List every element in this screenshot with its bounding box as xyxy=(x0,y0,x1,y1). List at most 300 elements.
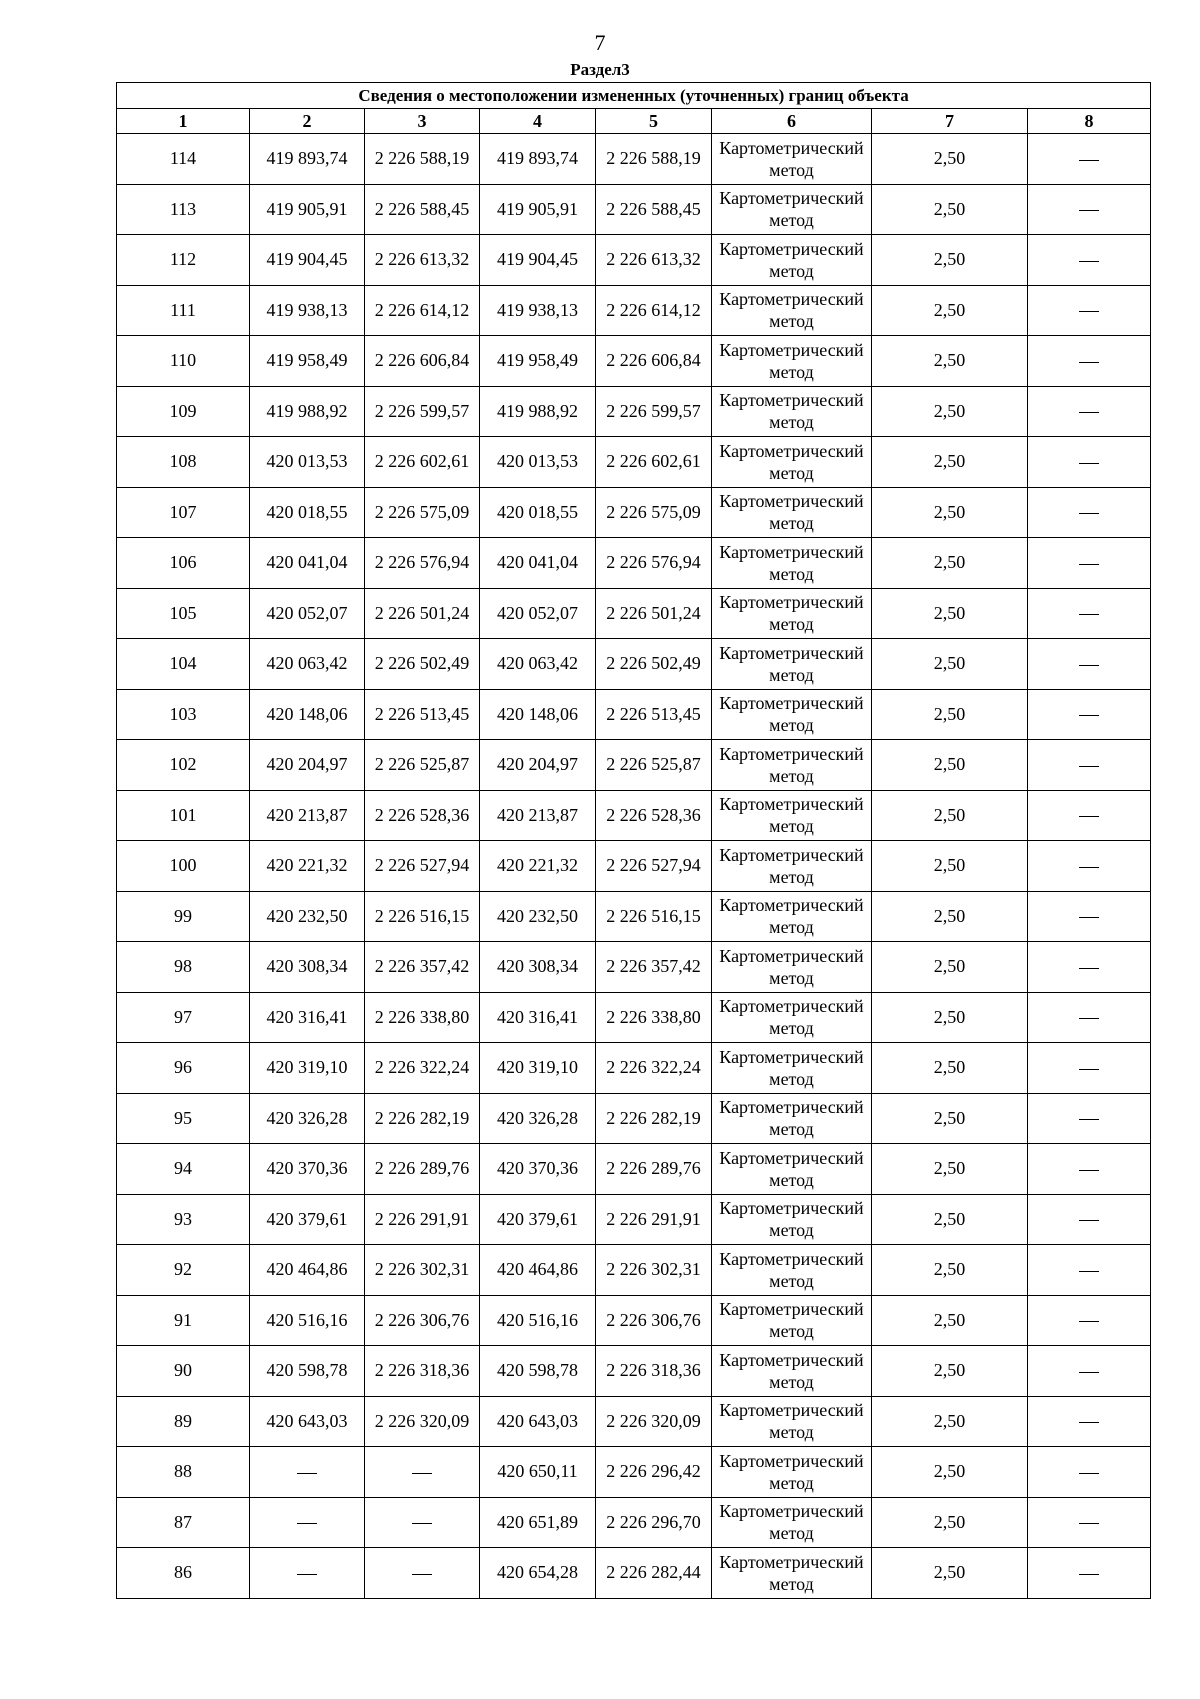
cell-col-5: 2 226 296,42 xyxy=(596,1447,712,1498)
cell-col-1: 114 xyxy=(117,134,250,185)
cell-col-4: 420 052,07 xyxy=(480,588,596,639)
cell-col-8 xyxy=(1028,386,1151,437)
cell-col-3: 2 226 575,09 xyxy=(365,487,480,538)
cell-col-2: 420 221,32 xyxy=(250,841,365,892)
cell-col-6: Картометрический метод xyxy=(712,992,872,1043)
cell-col-1: 112 xyxy=(117,235,250,286)
cell-col-4: 420 650,11 xyxy=(480,1447,596,1498)
cell-col-6: Картометрический метод xyxy=(712,184,872,235)
empty-dash xyxy=(1079,463,1099,464)
column-number-6: 6 xyxy=(712,109,872,134)
cell-col-7: 2,50 xyxy=(872,1346,1028,1397)
cell-col-1: 94 xyxy=(117,1144,250,1195)
cell-col-2: 420 013,53 xyxy=(250,437,365,488)
cell-col-2: 420 232,50 xyxy=(250,891,365,942)
cell-col-1: 86 xyxy=(117,1548,250,1599)
empty-dash xyxy=(1079,210,1099,211)
cell-col-4: 420 204,97 xyxy=(480,740,596,791)
cell-col-6: Картометрический метод xyxy=(712,437,872,488)
cell-col-8 xyxy=(1028,1194,1151,1245)
cell-col-1: 98 xyxy=(117,942,250,993)
cell-col-1: 93 xyxy=(117,1194,250,1245)
table-row xyxy=(117,386,1151,437)
cell-col-1: 88 xyxy=(117,1447,250,1498)
cell-col-2: 419 988,92 xyxy=(250,386,365,437)
cell-col-4: 419 904,45 xyxy=(480,235,596,286)
cell-col-8 xyxy=(1028,639,1151,690)
cell-col-1: 102 xyxy=(117,740,250,791)
cell-col-1: 106 xyxy=(117,538,250,589)
empty-dash xyxy=(1079,362,1099,363)
empty-dash xyxy=(1079,1170,1099,1171)
cell-col-3: 2 226 322,24 xyxy=(365,1043,480,1094)
cell-col-5: 2 226 576,94 xyxy=(596,538,712,589)
column-number-row xyxy=(117,109,1151,134)
cell-col-3: 2 226 338,80 xyxy=(365,992,480,1043)
cell-col-8 xyxy=(1028,1497,1151,1548)
cell-col-2: 420 516,16 xyxy=(250,1295,365,1346)
cell-col-8 xyxy=(1028,285,1151,336)
cell-col-6: Картометрический метод xyxy=(712,1497,872,1548)
coordinates-table xyxy=(116,82,1151,1599)
table-row xyxy=(117,184,1151,235)
cell-col-6: Картометрический метод xyxy=(712,1447,872,1498)
table-row xyxy=(117,588,1151,639)
empty-dash xyxy=(297,1473,317,1474)
cell-col-2: 420 379,61 xyxy=(250,1194,365,1245)
cell-col-6: Картометрический метод xyxy=(712,1396,872,1447)
cell-col-2: 420 643,03 xyxy=(250,1396,365,1447)
cell-col-6: Картометрический метод xyxy=(712,1346,872,1397)
table-row xyxy=(117,285,1151,336)
table-row xyxy=(117,1194,1151,1245)
cell-col-6: Картометрический метод xyxy=(712,336,872,387)
cell-col-8 xyxy=(1028,1043,1151,1094)
table-row xyxy=(117,1396,1151,1447)
cell-col-3: 2 226 528,36 xyxy=(365,790,480,841)
cell-col-4: 420 319,10 xyxy=(480,1043,596,1094)
cell-col-8 xyxy=(1028,841,1151,892)
cell-col-6: Картометрический метод xyxy=(712,386,872,437)
cell-col-3: 2 226 302,31 xyxy=(365,1245,480,1296)
section-title: Раздел3 xyxy=(570,60,630,79)
cell-col-2: 420 326,28 xyxy=(250,1093,365,1144)
cell-col-5: 2 226 318,36 xyxy=(596,1346,712,1397)
cell-col-1: 100 xyxy=(117,841,250,892)
cell-col-1: 91 xyxy=(117,1295,250,1346)
cell-col-5: 2 226 513,45 xyxy=(596,689,712,740)
cell-col-2: 420 598,78 xyxy=(250,1346,365,1397)
cell-col-6: Картометрический метод xyxy=(712,235,872,286)
empty-dash xyxy=(1079,1574,1099,1575)
table-row xyxy=(117,942,1151,993)
empty-dash xyxy=(1079,1018,1099,1019)
cell-col-3: 2 226 357,42 xyxy=(365,942,480,993)
cell-col-5: 2 226 516,15 xyxy=(596,891,712,942)
cell-col-8 xyxy=(1028,487,1151,538)
cell-col-6: Картометрический метод xyxy=(712,689,872,740)
cell-col-6: Картометрический метод xyxy=(712,639,872,690)
cell-col-3: 2 226 289,76 xyxy=(365,1144,480,1195)
cell-col-8 xyxy=(1028,689,1151,740)
cell-col-3: 2 226 588,45 xyxy=(365,184,480,235)
table-body xyxy=(117,134,1151,1599)
table-row xyxy=(117,134,1151,185)
cell-col-6: Картометрический метод xyxy=(712,790,872,841)
cell-col-2: 419 893,74 xyxy=(250,134,365,185)
empty-dash xyxy=(1079,816,1099,817)
cell-col-3: 2 226 525,87 xyxy=(365,740,480,791)
cell-col-3: 2 226 320,09 xyxy=(365,1396,480,1447)
cell-col-7: 2,50 xyxy=(872,285,1028,336)
table-row xyxy=(117,437,1151,488)
empty-dash xyxy=(1079,1372,1099,1373)
cell-col-8 xyxy=(1028,1144,1151,1195)
cell-col-2: 420 213,87 xyxy=(250,790,365,841)
table-row xyxy=(117,538,1151,589)
cell-col-6: Картометрический метод xyxy=(712,1144,872,1195)
table-row xyxy=(117,689,1151,740)
cell-col-4: 420 598,78 xyxy=(480,1346,596,1397)
cell-col-6: Картометрический метод xyxy=(712,538,872,589)
cell-col-5: 2 226 502,49 xyxy=(596,639,712,690)
cell-col-7: 2,50 xyxy=(872,437,1028,488)
cell-col-3: 2 226 291,91 xyxy=(365,1194,480,1245)
column-number-7: 7 xyxy=(872,109,1028,134)
cell-col-8 xyxy=(1028,740,1151,791)
cell-col-4: 419 958,49 xyxy=(480,336,596,387)
cell-col-2: 419 904,45 xyxy=(250,235,365,286)
cell-col-5: 2 226 602,61 xyxy=(596,437,712,488)
empty-dash xyxy=(297,1574,317,1575)
cell-col-8 xyxy=(1028,538,1151,589)
cell-col-2 xyxy=(250,1447,365,1498)
cell-col-5: 2 226 614,12 xyxy=(596,285,712,336)
cell-col-7: 2,50 xyxy=(872,1194,1028,1245)
cell-col-8 xyxy=(1028,891,1151,942)
cell-col-6: Картометрический метод xyxy=(712,1548,872,1599)
empty-dash xyxy=(1079,261,1099,262)
table-row xyxy=(117,740,1151,791)
empty-dash xyxy=(1079,1271,1099,1272)
cell-col-1: 111 xyxy=(117,285,250,336)
cell-col-5: 2 226 575,09 xyxy=(596,487,712,538)
table-row xyxy=(117,336,1151,387)
table-row xyxy=(117,790,1151,841)
cell-col-1: 87 xyxy=(117,1497,250,1548)
cell-col-4: 420 643,03 xyxy=(480,1396,596,1447)
column-number-1: 1 xyxy=(117,109,250,134)
cell-col-3 xyxy=(365,1447,480,1498)
cell-col-8 xyxy=(1028,1346,1151,1397)
table-row xyxy=(117,1447,1151,1498)
column-number-8: 8 xyxy=(1028,109,1151,134)
cell-col-7: 2,50 xyxy=(872,992,1028,1043)
cell-col-6: Картометрический метод xyxy=(712,487,872,538)
table-row xyxy=(117,1245,1151,1296)
cell-col-3: 2 226 318,36 xyxy=(365,1346,480,1397)
cell-col-6: Картометрический метод xyxy=(712,588,872,639)
cell-col-1: 97 xyxy=(117,992,250,1043)
cell-col-5: 2 226 282,44 xyxy=(596,1548,712,1599)
cell-col-3: 2 226 306,76 xyxy=(365,1295,480,1346)
column-number-2: 2 xyxy=(250,109,365,134)
cell-col-6: Картометрический метод xyxy=(712,740,872,791)
empty-dash xyxy=(1079,160,1099,161)
cell-col-4: 420 464,86 xyxy=(480,1245,596,1296)
cell-col-3 xyxy=(365,1548,480,1599)
cell-col-2: 420 316,41 xyxy=(250,992,365,1043)
cell-col-7: 2,50 xyxy=(872,1144,1028,1195)
cell-col-3: 2 226 501,24 xyxy=(365,588,480,639)
empty-dash xyxy=(1079,1422,1099,1423)
cell-col-4: 420 213,87 xyxy=(480,790,596,841)
cell-col-8 xyxy=(1028,134,1151,185)
cell-col-6: Картометрический метод xyxy=(712,942,872,993)
cell-col-3: 2 226 527,94 xyxy=(365,841,480,892)
table-row xyxy=(117,1548,1151,1599)
empty-dash xyxy=(1079,867,1099,868)
cell-col-4: 419 938,13 xyxy=(480,285,596,336)
cell-col-7: 2,50 xyxy=(872,386,1028,437)
cell-col-5: 2 226 606,84 xyxy=(596,336,712,387)
cell-col-1: 113 xyxy=(117,184,250,235)
cell-col-4: 419 988,92 xyxy=(480,386,596,437)
empty-dash xyxy=(1079,1069,1099,1070)
cell-col-1: 90 xyxy=(117,1346,250,1397)
table-row xyxy=(117,891,1151,942)
cell-col-4: 420 148,06 xyxy=(480,689,596,740)
cell-col-6: Картометрический метод xyxy=(712,1295,872,1346)
cell-col-2: 420 018,55 xyxy=(250,487,365,538)
cell-col-3: 2 226 613,32 xyxy=(365,235,480,286)
cell-col-4: 420 063,42 xyxy=(480,639,596,690)
cell-col-8 xyxy=(1028,1396,1151,1447)
cell-col-7: 2,50 xyxy=(872,1245,1028,1296)
empty-dash xyxy=(1079,968,1099,969)
empty-dash xyxy=(1079,513,1099,514)
cell-col-3: 2 226 599,57 xyxy=(365,386,480,437)
cell-col-8 xyxy=(1028,1548,1151,1599)
cell-col-7: 2,50 xyxy=(872,588,1028,639)
cell-col-6: Картометрический метод xyxy=(712,1245,872,1296)
cell-col-7: 2,50 xyxy=(872,1447,1028,1498)
cell-col-1: 110 xyxy=(117,336,250,387)
table-row xyxy=(117,1497,1151,1548)
table-row xyxy=(117,487,1151,538)
table-row xyxy=(117,841,1151,892)
empty-dash xyxy=(1079,614,1099,615)
cell-col-4: 420 370,36 xyxy=(480,1144,596,1195)
cell-col-3: 2 226 516,15 xyxy=(365,891,480,942)
cell-col-2: 419 958,49 xyxy=(250,336,365,387)
cell-col-2: 419 905,91 xyxy=(250,184,365,235)
cell-col-5: 2 226 291,91 xyxy=(596,1194,712,1245)
cell-col-1: 92 xyxy=(117,1245,250,1296)
empty-dash xyxy=(1079,1523,1099,1524)
cell-col-7: 2,50 xyxy=(872,639,1028,690)
cell-col-7: 2,50 xyxy=(872,942,1028,993)
cell-col-5: 2 226 527,94 xyxy=(596,841,712,892)
cell-col-5: 2 226 599,57 xyxy=(596,386,712,437)
empty-dash xyxy=(1079,564,1099,565)
cell-col-5: 2 226 289,76 xyxy=(596,1144,712,1195)
cell-col-4: 419 893,74 xyxy=(480,134,596,185)
cell-col-1: 108 xyxy=(117,437,250,488)
cell-col-4: 420 654,28 xyxy=(480,1548,596,1599)
table-row xyxy=(117,235,1151,286)
empty-dash xyxy=(1079,1119,1099,1120)
cell-col-7: 2,50 xyxy=(872,1548,1028,1599)
cell-col-2: 420 319,10 xyxy=(250,1043,365,1094)
cell-col-8 xyxy=(1028,992,1151,1043)
table-row xyxy=(117,1295,1151,1346)
cell-col-6: Картометрический метод xyxy=(712,134,872,185)
cell-col-7: 2,50 xyxy=(872,538,1028,589)
cell-col-2: 420 370,36 xyxy=(250,1144,365,1195)
cell-col-1: 99 xyxy=(117,891,250,942)
cell-col-8 xyxy=(1028,336,1151,387)
cell-col-7: 2,50 xyxy=(872,1093,1028,1144)
cell-col-7: 2,50 xyxy=(872,235,1028,286)
cell-col-1: 96 xyxy=(117,1043,250,1094)
cell-col-3: 2 226 502,49 xyxy=(365,639,480,690)
table-caption: Сведения о местоположении измененных (уточненных) границ объекта xyxy=(117,83,1151,109)
table-row xyxy=(117,1043,1151,1094)
cell-col-2 xyxy=(250,1548,365,1599)
cell-col-4: 420 041,04 xyxy=(480,538,596,589)
cell-col-4: 420 018,55 xyxy=(480,487,596,538)
cell-col-4: 420 308,34 xyxy=(480,942,596,993)
empty-dash xyxy=(412,1523,432,1524)
cell-col-2: 419 938,13 xyxy=(250,285,365,336)
cell-col-4: 420 379,61 xyxy=(480,1194,596,1245)
cell-col-1: 89 xyxy=(117,1396,250,1447)
cell-col-4: 420 516,16 xyxy=(480,1295,596,1346)
cell-col-1: 103 xyxy=(117,689,250,740)
empty-dash xyxy=(1079,412,1099,413)
cell-col-7: 2,50 xyxy=(872,841,1028,892)
cell-col-5: 2 226 528,36 xyxy=(596,790,712,841)
cell-col-6: Картометрический метод xyxy=(712,1043,872,1094)
cell-col-4: 420 013,53 xyxy=(480,437,596,488)
cell-col-2: 420 052,07 xyxy=(250,588,365,639)
cell-col-2 xyxy=(250,1497,365,1548)
cell-col-3: 2 226 602,61 xyxy=(365,437,480,488)
cell-col-8 xyxy=(1028,588,1151,639)
cell-col-3: 2 226 588,19 xyxy=(365,134,480,185)
cell-col-7: 2,50 xyxy=(872,891,1028,942)
cell-col-1: 95 xyxy=(117,1093,250,1144)
cell-col-2: 420 308,34 xyxy=(250,942,365,993)
cell-col-2: 420 063,42 xyxy=(250,639,365,690)
empty-dash xyxy=(297,1523,317,1524)
column-number-4: 4 xyxy=(480,109,596,134)
cell-col-6: Картометрический метод xyxy=(712,891,872,942)
cell-col-5: 2 226 613,32 xyxy=(596,235,712,286)
cell-col-8 xyxy=(1028,1295,1151,1346)
cell-col-7: 2,50 xyxy=(872,487,1028,538)
cell-col-5: 2 226 320,09 xyxy=(596,1396,712,1447)
table-row xyxy=(117,1346,1151,1397)
empty-dash xyxy=(1079,766,1099,767)
cell-col-6: Картометрический метод xyxy=(712,841,872,892)
cell-col-8 xyxy=(1028,1447,1151,1498)
cell-col-2: 420 464,86 xyxy=(250,1245,365,1296)
empty-dash xyxy=(1079,715,1099,716)
cell-col-3: 2 226 606,84 xyxy=(365,336,480,387)
cell-col-7: 2,50 xyxy=(872,1295,1028,1346)
empty-dash xyxy=(1079,917,1099,918)
cell-col-5: 2 226 338,80 xyxy=(596,992,712,1043)
column-number-3: 3 xyxy=(365,109,480,134)
table-row xyxy=(117,1144,1151,1195)
table-row xyxy=(117,1093,1151,1144)
cell-col-3: 2 226 513,45 xyxy=(365,689,480,740)
cell-col-5: 2 226 588,19 xyxy=(596,134,712,185)
empty-dash xyxy=(1079,1473,1099,1474)
cell-col-3: 2 226 576,94 xyxy=(365,538,480,589)
table-row xyxy=(117,639,1151,690)
empty-dash xyxy=(1079,1321,1099,1322)
cell-col-5: 2 226 501,24 xyxy=(596,588,712,639)
cell-col-8 xyxy=(1028,1245,1151,1296)
cell-col-4: 420 221,32 xyxy=(480,841,596,892)
cell-col-1: 104 xyxy=(117,639,250,690)
empty-dash xyxy=(1079,665,1099,666)
cell-col-6: Картометрический метод xyxy=(712,1093,872,1144)
empty-dash xyxy=(1079,311,1099,312)
cell-col-1: 105 xyxy=(117,588,250,639)
cell-col-3 xyxy=(365,1497,480,1548)
cell-col-8 xyxy=(1028,437,1151,488)
cell-col-4: 420 316,41 xyxy=(480,992,596,1043)
cell-col-7: 2,50 xyxy=(872,1396,1028,1447)
cell-col-3: 2 226 614,12 xyxy=(365,285,480,336)
cell-col-4: 420 326,28 xyxy=(480,1093,596,1144)
table-row xyxy=(117,992,1151,1043)
cell-col-2: 420 148,06 xyxy=(250,689,365,740)
cell-col-5: 2 226 302,31 xyxy=(596,1245,712,1296)
cell-col-2: 420 041,04 xyxy=(250,538,365,589)
cell-col-6: Картометрический метод xyxy=(712,1194,872,1245)
empty-dash xyxy=(412,1574,432,1575)
cell-col-5: 2 226 296,70 xyxy=(596,1497,712,1548)
cell-col-5: 2 226 588,45 xyxy=(596,184,712,235)
cell-col-4: 420 232,50 xyxy=(480,891,596,942)
cell-col-8 xyxy=(1028,184,1151,235)
cell-col-5: 2 226 322,24 xyxy=(596,1043,712,1094)
cell-col-7: 2,50 xyxy=(872,134,1028,185)
empty-dash xyxy=(412,1473,432,1474)
cell-col-1: 109 xyxy=(117,386,250,437)
cell-col-1: 101 xyxy=(117,790,250,841)
cell-col-6: Картометрический метод xyxy=(712,285,872,336)
cell-col-7: 2,50 xyxy=(872,184,1028,235)
cell-col-8 xyxy=(1028,790,1151,841)
cell-col-8 xyxy=(1028,235,1151,286)
cell-col-4: 419 905,91 xyxy=(480,184,596,235)
cell-col-8 xyxy=(1028,942,1151,993)
cell-col-5: 2 226 282,19 xyxy=(596,1093,712,1144)
cell-col-7: 2,50 xyxy=(872,790,1028,841)
cell-col-3: 2 226 282,19 xyxy=(365,1093,480,1144)
cell-col-7: 2,50 xyxy=(872,689,1028,740)
cell-col-5: 2 226 525,87 xyxy=(596,740,712,791)
cell-col-7: 2,50 xyxy=(872,740,1028,791)
cell-col-5: 2 226 357,42 xyxy=(596,942,712,993)
cell-col-5: 2 226 306,76 xyxy=(596,1295,712,1346)
